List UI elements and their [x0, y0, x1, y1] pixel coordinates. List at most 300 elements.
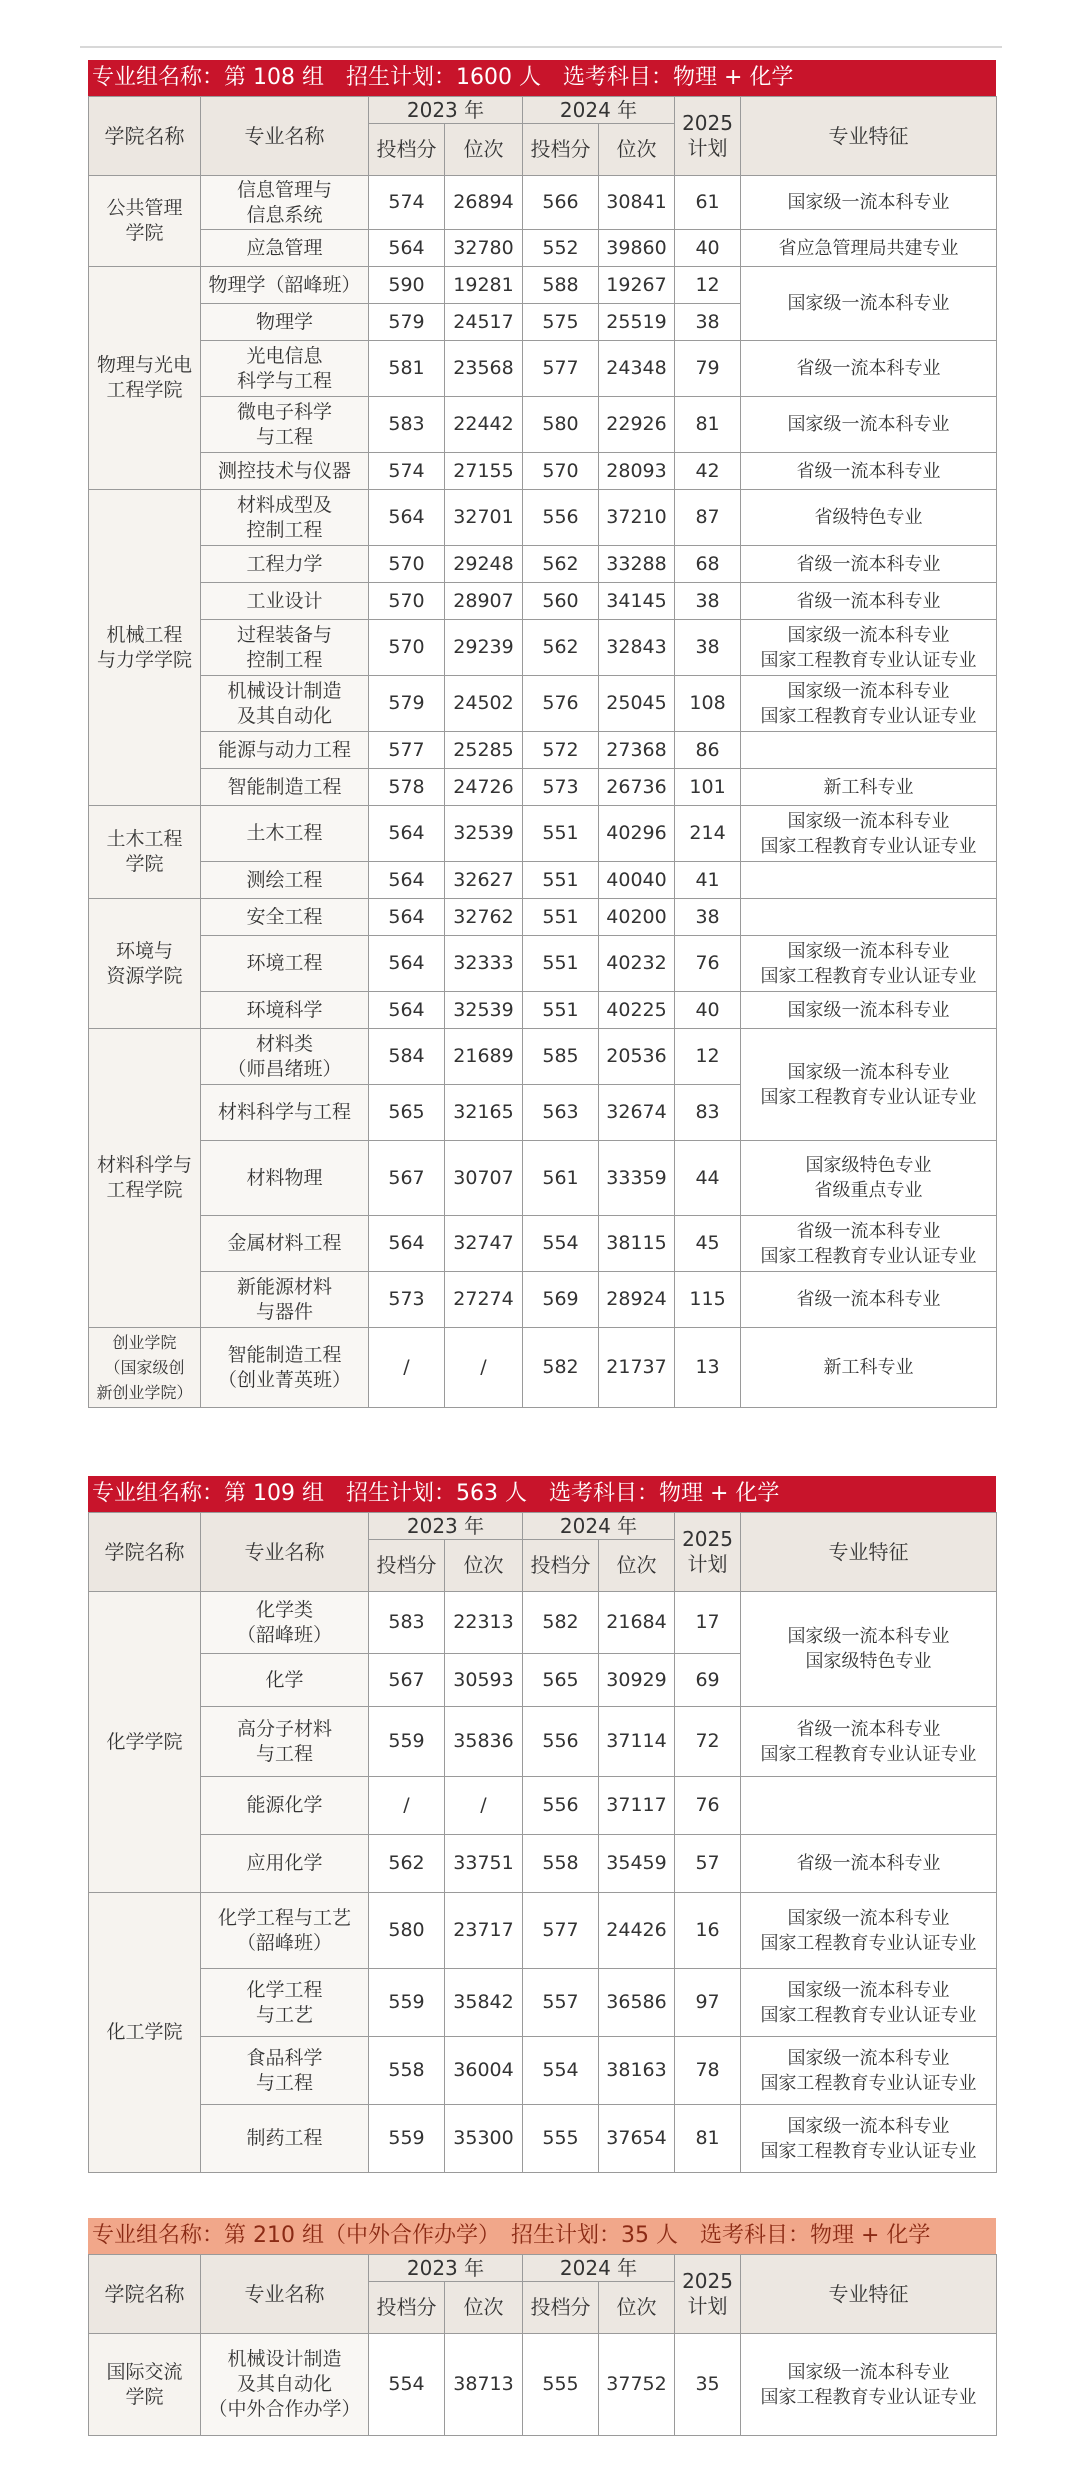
plan-2025: 81 — [675, 397, 741, 453]
line: 环境科学 — [246, 998, 323, 1021]
header-year-2024: 2024 年 — [523, 2255, 675, 2282]
header-major: 专业名称 — [201, 97, 369, 176]
score-2024: 577 — [523, 1893, 599, 1969]
line: 化学 — [265, 1668, 304, 1691]
header-rank-2023: 位次 — [445, 124, 523, 176]
line: 国家级特色专业 — [805, 1155, 932, 1176]
line: 工业设计 — [246, 589, 323, 612]
table-row — [89, 936, 997, 992]
line: 工程学院 — [106, 379, 183, 401]
major-name — [201, 620, 369, 676]
table-row — [89, 176, 997, 230]
line: 国家工程教育专业认证专业 — [760, 1743, 977, 1765]
major-name — [201, 1777, 369, 1835]
score-2024: 563 — [523, 1085, 599, 1141]
score-2024: 576 — [523, 676, 599, 732]
rank-2024: 21684 — [599, 1592, 675, 1654]
header-rank-2024: 位次 — [599, 2282, 675, 2334]
rank-2024: 40225 — [599, 992, 675, 1029]
header-rank-2023: 位次 — [445, 2282, 523, 2334]
rank-2024: 28093 — [599, 453, 675, 490]
line: 应用化学 — [246, 1852, 323, 1874]
line: 环境工程 — [246, 952, 323, 974]
line: 智能制造工程 — [227, 1343, 342, 1366]
plan-2025: 115 — [675, 1272, 741, 1328]
line: 省应急管理局共建专业 — [778, 237, 959, 259]
line: 省级一流本科专业 — [796, 358, 941, 379]
group-banner: 专业组名称：第 109 组 招生计划：563 人 选考科目：物理 + 化学 — [88, 1476, 996, 1512]
line: 省级一流本科专业 — [796, 460, 941, 482]
line: （创业菁英班） — [217, 1368, 351, 1391]
plan-2025: 79 — [675, 341, 741, 397]
rank-2024: 40296 — [599, 806, 675, 862]
score-2023: 567 — [369, 1654, 445, 1707]
feature — [741, 2105, 997, 2173]
header-feature: 专业特征 — [741, 1513, 997, 1592]
table-row — [89, 2334, 997, 2436]
feature — [741, 267, 997, 341]
major-name — [201, 806, 369, 862]
line: 与工程 — [255, 425, 313, 448]
header-year-2023: 2023 年 — [369, 1513, 523, 1540]
major-name — [201, 1969, 369, 2037]
line: 新工科专业 — [823, 776, 914, 798]
table-row — [89, 1328, 997, 1408]
line: 土木工程 — [246, 822, 323, 844]
line: 机械工程 — [106, 623, 183, 646]
major-name — [201, 1141, 369, 1216]
line: 国家工程教育专业认证专业 — [760, 705, 977, 727]
rank-2023: 33751 — [445, 1835, 523, 1893]
score-2024: 565 — [523, 1654, 599, 1707]
plan-2025: 38 — [675, 899, 741, 936]
college-name — [89, 490, 201, 806]
rank-2024: 22926 — [599, 397, 675, 453]
score-2024: 562 — [523, 546, 599, 583]
rank-2024: 24348 — [599, 341, 675, 397]
plan-2025: 101 — [675, 769, 741, 806]
line: 材料类 — [255, 1032, 313, 1055]
header-plan-2025: 2025 计划 — [675, 97, 741, 176]
rank-2023: 24502 — [445, 676, 523, 732]
line: 机械设计制造 — [227, 679, 342, 702]
major-name — [201, 992, 369, 1029]
rank-2024: 37654 — [599, 2105, 675, 2173]
plan-2025: 42 — [675, 453, 741, 490]
line: （中外合作办学） — [208, 2398, 361, 2420]
header-college: 学院名称 — [89, 97, 201, 176]
header-score-2023: 投档分 — [369, 2282, 445, 2334]
rank-2023: 28907 — [445, 583, 523, 620]
rank-2023: 35842 — [445, 1969, 523, 2037]
plan-2025: 72 — [675, 1707, 741, 1777]
table-row — [89, 1969, 997, 2037]
line: 测绘工程 — [246, 868, 323, 891]
line: 国家工程教育专业认证专业 — [760, 2386, 977, 2408]
line: 国家级特色专业 — [805, 1651, 932, 1672]
line: 土木工程 — [106, 828, 183, 850]
feature — [741, 1969, 997, 2037]
feature — [741, 992, 997, 1029]
line: 国家级一流本科专业 — [787, 2361, 950, 2383]
line: 国家级一流本科专业 — [787, 293, 950, 314]
line: 与工程 — [255, 2071, 313, 2094]
header-plan-2025: 2025 计划 — [675, 1513, 741, 1592]
score-2023: 584 — [369, 1029, 445, 1085]
feature — [741, 341, 997, 397]
line: 材料科学与 — [96, 1154, 192, 1176]
rank-2023: 19281 — [445, 267, 523, 304]
rank-2024: 25519 — [599, 304, 675, 341]
line: 过程装备与 — [236, 623, 332, 646]
score-2023: 564 — [369, 899, 445, 936]
feature — [741, 1216, 997, 1272]
line: 物理学（韶峰班） — [208, 273, 361, 296]
table-row — [89, 2037, 997, 2105]
rank-2023: 32701 — [445, 490, 523, 546]
score-2024: 555 — [523, 2334, 599, 2436]
header-year-2023: 2023 年 — [369, 97, 523, 124]
line: 食品科学 — [246, 2046, 323, 2069]
major-name — [201, 267, 369, 304]
score-2023: 573 — [369, 1272, 445, 1328]
group-109 — [88, 1476, 996, 2173]
header-year-2024: 2024 年 — [523, 1513, 675, 1540]
major-name — [201, 546, 369, 583]
rank-2024: 19267 — [599, 267, 675, 304]
top-divider — [80, 46, 1002, 48]
rank-2023: 32627 — [445, 862, 523, 899]
table-row — [89, 490, 997, 546]
score-2023: 564 — [369, 1216, 445, 1272]
college-name — [89, 1893, 201, 2173]
score-2024: 573 — [523, 769, 599, 806]
line: 国家级一流本科专业 — [787, 1626, 950, 1647]
header-year-2023: 2023 年 — [369, 2255, 523, 2282]
major-name — [201, 176, 369, 230]
college-name — [89, 2334, 201, 2436]
line: 创业学院 — [112, 1333, 177, 1352]
group-banner: 专业组名称：第 108 组 招生计划：1600 人 选考科目：物理 + 化学 — [88, 60, 996, 96]
table-row — [89, 1592, 997, 1654]
line: 安全工程 — [246, 905, 323, 928]
plan-2025: 57 — [675, 1835, 741, 1893]
rank-2023: 29248 — [445, 546, 523, 583]
plan-2025: 97 — [675, 1969, 741, 2037]
score-2024: 582 — [523, 1592, 599, 1654]
line: 智能制造工程 — [227, 775, 342, 798]
rank-2024: 26736 — [599, 769, 675, 806]
table-row — [89, 1141, 997, 1216]
score-2024: 558 — [523, 1835, 599, 1893]
score-2023: 559 — [369, 1707, 445, 1777]
line: 控制工程 — [246, 648, 323, 671]
header-feature: 专业特征 — [741, 2255, 997, 2334]
line: 省级一流本科专业 — [796, 1220, 941, 1242]
score-2023: 574 — [369, 176, 445, 230]
score-2023: 590 — [369, 267, 445, 304]
line: 与器件 — [255, 1300, 313, 1323]
line: 国家级一流本科专业 — [787, 940, 950, 962]
major-name — [201, 1216, 369, 1272]
line: 环境与 — [115, 939, 173, 962]
score-2024: 575 — [523, 304, 599, 341]
table-row — [89, 1272, 997, 1328]
plan-2025: 38 — [675, 583, 741, 620]
line: 国家工程教育专业认证专业 — [760, 2072, 977, 2094]
header-college: 学院名称 — [89, 2255, 201, 2334]
rank-2024: 21737 — [599, 1328, 675, 1408]
plan-2025: 61 — [675, 176, 741, 230]
line: （师昌绪班） — [227, 1057, 342, 1080]
score-2023: 570 — [369, 583, 445, 620]
plan-2025: 12 — [675, 267, 741, 304]
table-row — [89, 732, 997, 769]
major-name — [201, 1835, 369, 1893]
line: 化学学院 — [106, 1730, 183, 1753]
plan-2025: 78 — [675, 2037, 741, 2105]
major-name — [201, 341, 369, 397]
feature — [741, 397, 997, 453]
score-2023: 564 — [369, 490, 445, 546]
feature — [741, 1592, 997, 1707]
plan-2025: 69 — [675, 1654, 741, 1707]
rank-2024: 34145 — [599, 583, 675, 620]
plan-2025: 40 — [675, 992, 741, 1029]
plan-2025: 41 — [675, 862, 741, 899]
rank-2024: 25045 — [599, 676, 675, 732]
plan-2025: 214 — [675, 806, 741, 862]
rank-2024: 33359 — [599, 1141, 675, 1216]
plan-2025: 38 — [675, 620, 741, 676]
major-name — [201, 732, 369, 769]
plan-2025: 13 — [675, 1328, 741, 1408]
table-row — [89, 676, 997, 732]
header-feature: 专业特征 — [741, 97, 997, 176]
feature — [741, 583, 997, 620]
line: 学院 — [125, 853, 164, 875]
rank-2023: 23568 — [445, 341, 523, 397]
line: 省级一流本科专业 — [796, 590, 941, 612]
rank-2023: 35836 — [445, 1707, 523, 1777]
college-name — [89, 176, 201, 267]
line: 信息系统 — [246, 203, 323, 226]
plan-2025: 12 — [675, 1029, 741, 1085]
score-2024: 555 — [523, 2105, 599, 2173]
score-2023: 564 — [369, 936, 445, 992]
feature — [741, 1328, 997, 1408]
major-name — [201, 397, 369, 453]
college-name — [89, 899, 201, 1029]
score-2024: 561 — [523, 1141, 599, 1216]
score-2023: 558 — [369, 2037, 445, 2105]
score-2023: / — [369, 1777, 445, 1835]
table-row — [89, 620, 997, 676]
table-row — [89, 992, 997, 1029]
feature — [741, 2334, 997, 2436]
college-name — [89, 1328, 201, 1408]
rank-2023: 24517 — [445, 304, 523, 341]
score-2023: 570 — [369, 620, 445, 676]
plan-2025: 81 — [675, 2105, 741, 2173]
line: 省级重点专业 — [814, 1180, 923, 1201]
plan-2025: 40 — [675, 230, 741, 267]
feature — [741, 1029, 997, 1141]
line: 微电子科学 — [236, 400, 332, 423]
plan-2025: 44 — [675, 1141, 741, 1216]
header-rank-2023: 位次 — [445, 1540, 523, 1592]
header-plan-2025: 2025 计划 — [675, 2255, 741, 2334]
score-2023: 567 — [369, 1141, 445, 1216]
plan-2025: 68 — [675, 546, 741, 583]
score-2023: 579 — [369, 304, 445, 341]
line: 国家级一流本科专业 — [787, 999, 950, 1021]
line: 与力学学院 — [96, 648, 192, 671]
line: 工程学院 — [106, 1179, 183, 1201]
rank-2023: 32762 — [445, 899, 523, 936]
score-2023: 564 — [369, 230, 445, 267]
line: 国家级一流本科专业 — [787, 680, 950, 702]
score-2024: 588 — [523, 267, 599, 304]
line: 国家工程教育专业认证专业 — [760, 1245, 977, 1267]
major-name — [201, 453, 369, 490]
table-row — [89, 1707, 997, 1777]
major-name — [201, 583, 369, 620]
line: 国家工程教育专业认证专业 — [760, 835, 977, 857]
line: 国家工程教育专业认证专业 — [760, 965, 977, 987]
rank-2023: 27155 — [445, 453, 523, 490]
score-2023: 559 — [369, 1969, 445, 2037]
major-name — [201, 899, 369, 936]
score-2023: 578 — [369, 769, 445, 806]
rank-2023: 29239 — [445, 620, 523, 676]
table-row — [89, 806, 997, 862]
score-2024: 554 — [523, 2037, 599, 2105]
table-row — [89, 2105, 997, 2173]
major-name — [201, 936, 369, 992]
line: 国家级一流本科专业 — [787, 1061, 950, 1083]
rank-2023: 35300 — [445, 2105, 523, 2173]
table-row — [89, 1835, 997, 1893]
line: 光电信息 — [246, 344, 323, 367]
rank-2024: 39860 — [599, 230, 675, 267]
college-name — [89, 806, 201, 899]
rank-2024: 30929 — [599, 1654, 675, 1707]
rank-2023: / — [445, 1328, 523, 1408]
score-2024: 551 — [523, 806, 599, 862]
rank-2023: 21689 — [445, 1029, 523, 1085]
line: 信息管理与 — [236, 178, 332, 201]
score-2024: 582 — [523, 1328, 599, 1408]
plan-2025: 83 — [675, 1085, 741, 1141]
line: 省级一流本科专业 — [796, 1853, 941, 1874]
line: 国家工程教育专业认证专业 — [760, 1932, 977, 1954]
line: 国家工程教育专业认证专业 — [760, 649, 977, 671]
line: 国家级一流本科专业 — [787, 624, 950, 646]
rank-2024: 28924 — [599, 1272, 675, 1328]
header-rank-2024: 位次 — [599, 124, 675, 176]
score-2024: 556 — [523, 490, 599, 546]
line: （韶峰班） — [236, 1931, 332, 1954]
feature — [741, 1272, 997, 1328]
header-score-2024: 投档分 — [523, 124, 599, 176]
line: 国家级一流本科专业 — [787, 2115, 950, 2137]
header-score-2024: 投档分 — [523, 1540, 599, 1592]
rank-2024: 32843 — [599, 620, 675, 676]
rank-2023: 32747 — [445, 1216, 523, 1272]
line: （韶峰班） — [236, 1623, 332, 1646]
header-score-2024: 投档分 — [523, 2282, 599, 2334]
rank-2023: 24726 — [445, 769, 523, 806]
header-rank-2024: 位次 — [599, 1540, 675, 1592]
header-major: 专业名称 — [201, 1513, 369, 1592]
major-name — [201, 1654, 369, 1707]
group-108 — [88, 60, 996, 1408]
score-2023: 579 — [369, 676, 445, 732]
feature — [741, 936, 997, 992]
rank-2024: 40232 — [599, 936, 675, 992]
score-2023: 562 — [369, 1835, 445, 1893]
score-2024: 556 — [523, 1707, 599, 1777]
rank-2024: 37117 — [599, 1777, 675, 1835]
rank-2023: 30707 — [445, 1141, 523, 1216]
line: 及其自动化 — [236, 2373, 332, 2395]
table-row — [89, 341, 997, 397]
line: 国家级一流本科专业 — [787, 2047, 950, 2069]
rank-2024: 30841 — [599, 176, 675, 230]
rank-2024: 36586 — [599, 1969, 675, 2037]
score-2023: 581 — [369, 341, 445, 397]
feature — [741, 1141, 997, 1216]
feature — [741, 1707, 997, 1777]
table-row — [89, 583, 997, 620]
line: 材料科学与工程 — [217, 1101, 351, 1123]
score-2024: 562 — [523, 620, 599, 676]
rank-2024: 24426 — [599, 1893, 675, 1969]
line: 新工科专业 — [823, 1357, 914, 1378]
score-2023: 583 — [369, 1592, 445, 1654]
major-name — [201, 862, 369, 899]
plan-2025: 35 — [675, 2334, 741, 2436]
group-banner: 专业组名称：第 210 组（中外合作办学） 招生计划：35 人 选考科目：物理 + 化学 — [88, 2218, 996, 2254]
feature — [741, 769, 997, 806]
feature — [741, 620, 997, 676]
rank-2024: 40040 — [599, 862, 675, 899]
plan-2025: 86 — [675, 732, 741, 769]
header-college: 学院名称 — [89, 1513, 201, 1592]
line: 新能源材料 — [236, 1275, 332, 1298]
feature — [741, 732, 997, 769]
score-2023: 559 — [369, 2105, 445, 2173]
score-2024: 551 — [523, 936, 599, 992]
rank-2024: 38163 — [599, 2037, 675, 2105]
major-name — [201, 2037, 369, 2105]
feature — [741, 546, 997, 583]
line: 金属材料工程 — [227, 1232, 342, 1254]
rank-2024: 37114 — [599, 1707, 675, 1777]
rank-2023: 22442 — [445, 397, 523, 453]
line: 国际交流 — [106, 2360, 183, 2383]
line: 测控技术与仪器 — [217, 459, 351, 482]
rank-2023: 30593 — [445, 1654, 523, 1707]
line: 物理学 — [255, 310, 313, 333]
plan-2025: 87 — [675, 490, 741, 546]
table-row — [89, 1893, 997, 1969]
line: 资源学院 — [106, 964, 183, 987]
line: （国家级创 — [104, 1358, 185, 1377]
table-row — [89, 397, 997, 453]
line: 新创业学院） — [96, 1383, 193, 1402]
